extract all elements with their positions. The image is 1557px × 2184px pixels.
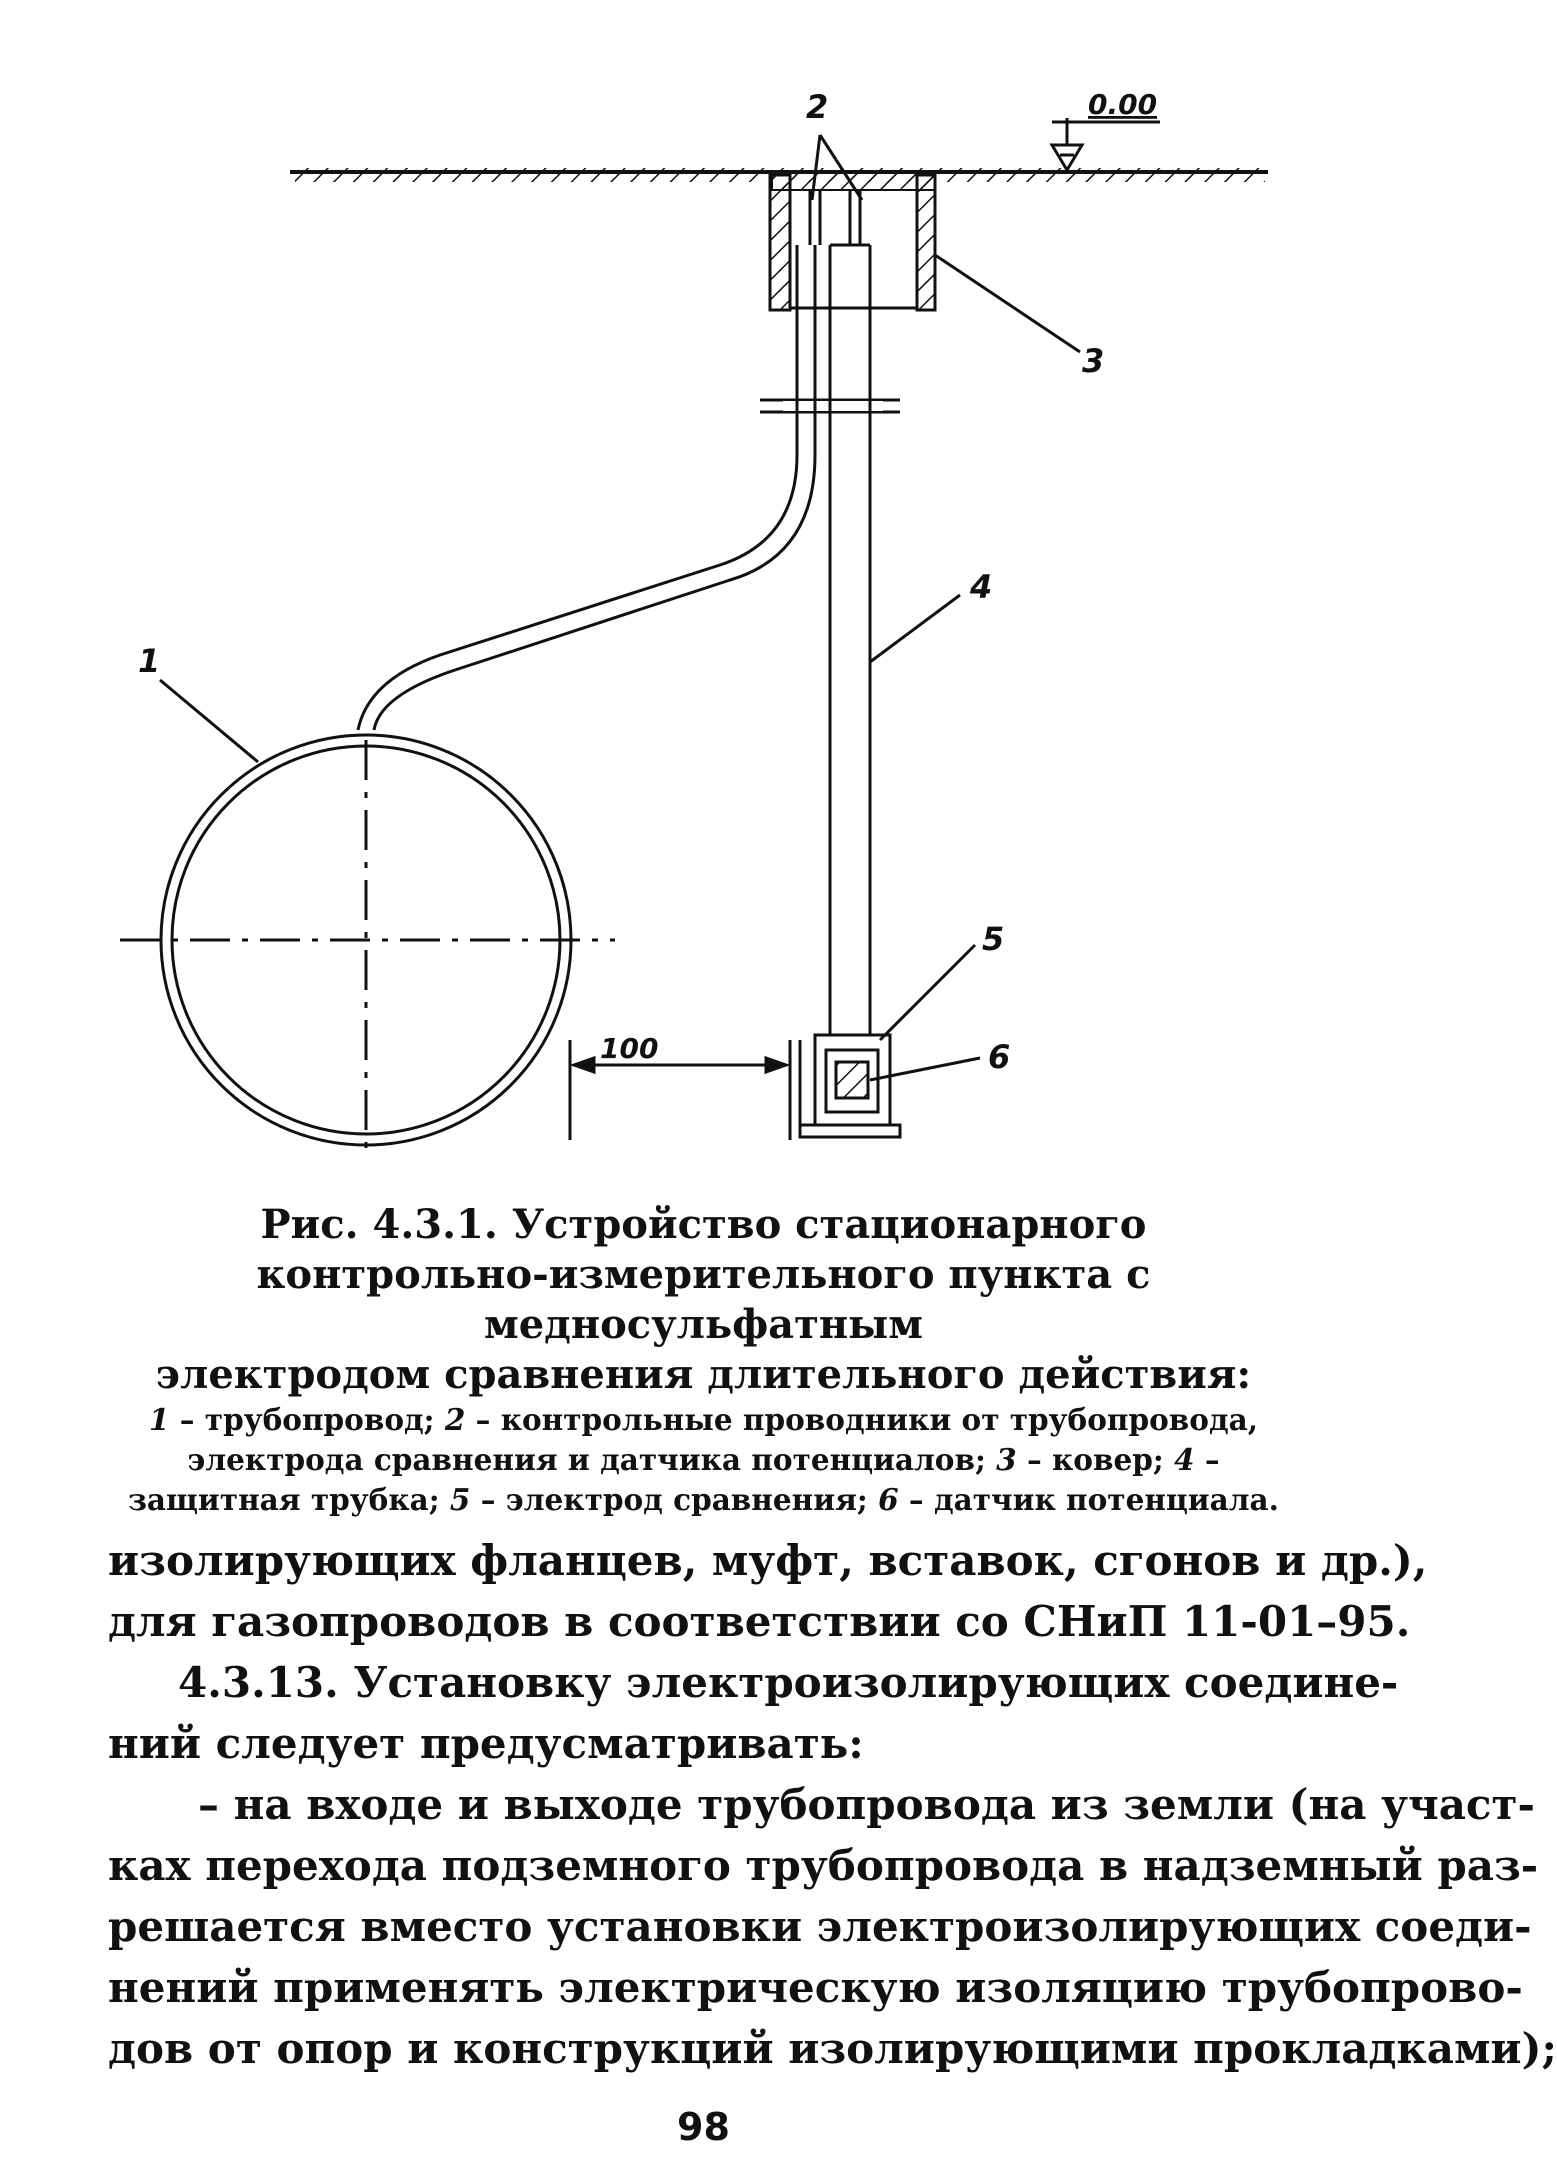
label-5: 5 (982, 920, 1005, 958)
pipeline-axes (120, 740, 615, 1150)
reference-electrode (800, 1035, 900, 1137)
body-line: нений применять электрическую изоляцию трубопрово- (108, 1963, 1523, 2012)
legend-num: 1 (148, 1402, 170, 1437)
caption-title-line-3: электродом сравнения длительного действия: (155, 1351, 1252, 1398)
level-label: 0.00 (1088, 88, 1158, 121)
figure-caption (100, 1200, 1307, 1520)
body-line: дов от опор и конструкций изолирующими прокладками); (108, 2024, 1557, 2073)
page-number: 98 (677, 2105, 730, 2149)
legend-text: – трубопровод; (179, 1402, 435, 1437)
body-line: изолирующих фланцев, муфт, вставок, сгонов и др.), (108, 1536, 1428, 1585)
label-1: 1 (138, 642, 161, 680)
caption-title-rest: Устройство стационарного (511, 1201, 1147, 1248)
control-conductors (810, 190, 860, 245)
body-line: 4.3.13. Установку электроизолирующих соедине- (178, 1658, 1399, 1707)
label-6: 6 (988, 1038, 1011, 1076)
label-4: 4 (970, 568, 993, 606)
legend-text: – защитная трубка; (128, 1442, 1220, 1517)
legend-text: – датчик потенциала. (908, 1482, 1279, 1517)
body-line: ний следует предусматривать: (108, 1719, 864, 1768)
legend-num: 5 (449, 1482, 471, 1517)
body-line: решается вместо установки электроизолирующих соеди- (108, 1902, 1532, 1951)
body-line: – на входе и выходе трубопровода из земли (на участ- (198, 1780, 1535, 1829)
protective-tube (830, 245, 870, 1035)
legend-num: 6 (878, 1482, 899, 1517)
pipe-conductor (358, 245, 815, 730)
legend-text: – электрод сравнения; (480, 1482, 868, 1517)
legend-line (100, 1400, 1307, 1520)
caption-title (100, 1200, 1307, 1250)
technical-drawing (0, 0, 1407, 1190)
body-line: для газопроводов в соответствии со СНиП 11-01–95. (108, 1597, 1411, 1646)
body-text (108, 1530, 1557, 2079)
legend-num: 3 (996, 1442, 1017, 1477)
legend-text: – контрольные проводники от трубопровода, электрода сравнения и датчика потенциалов; (187, 1402, 1259, 1477)
legend-text: – ковер; (1026, 1442, 1164, 1477)
carpet-box (770, 172, 935, 310)
legend-num: 4 (1174, 1442, 1195, 1477)
label-2: 2 (806, 88, 829, 126)
body-line: ках перехода подземного трубопровода в надземный раз- (108, 1841, 1539, 1890)
leader-lines (160, 135, 1080, 1080)
label-3: 3 (1082, 342, 1105, 380)
caption-legend (100, 1400, 1307, 1520)
level-marker (1052, 118, 1160, 170)
caption-title-line-2: контрольно-измерительного пункта с медносульфатным (256, 1251, 1151, 1348)
dimension-label: 100 (600, 1032, 659, 1065)
figure-number: Рис. 4.3.1. (260, 1201, 498, 1248)
legend-num: 2 (444, 1402, 466, 1437)
